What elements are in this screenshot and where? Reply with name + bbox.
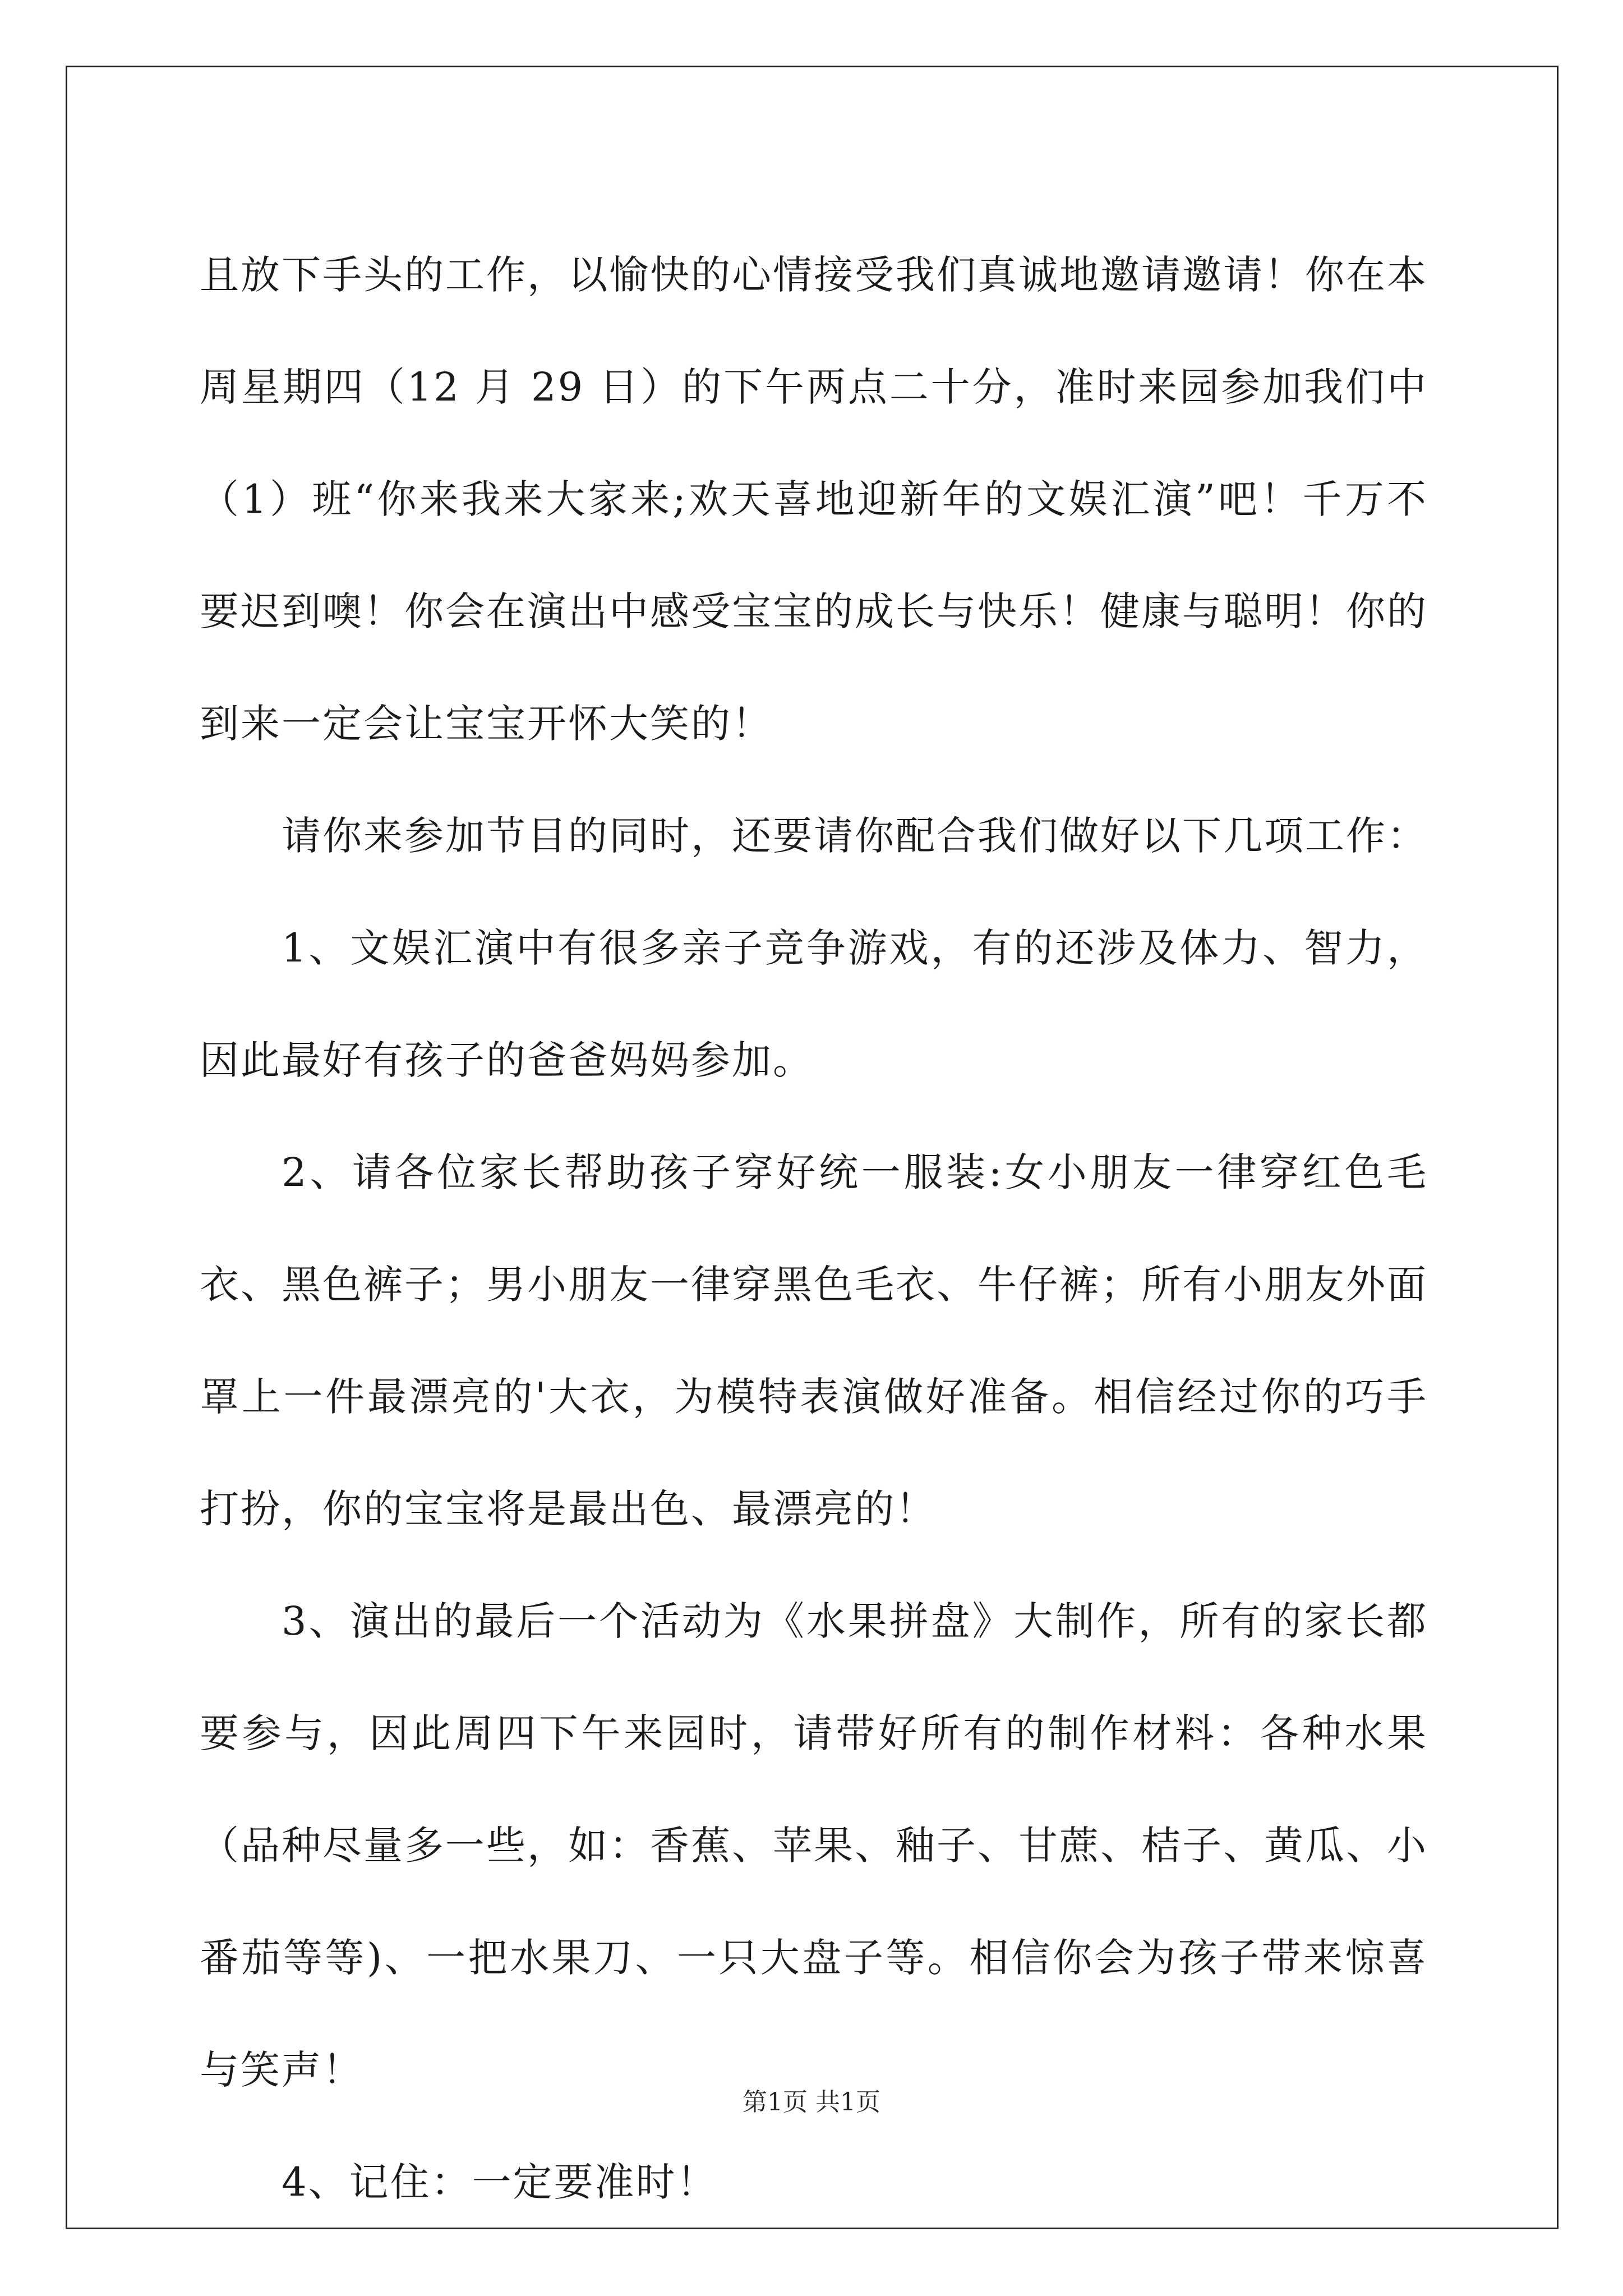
paragraph-invitation: 且放下手头的工作，以愉快的心情接受我们真诚地邀请邀请！你在本周星期四（12 月 29 日）的下午两点二十分，准时来园参加我们中（1）班“你来我来大家来;欢天喜地迎新年的文娱汇演”吧！千万不要迟到噢！你会在演出中感受宝宝的成长与快乐！健康与聪明！你的到来一定会让宝宝开怀大笑的！ [200,252,1428,747]
paragraph-item-4: 4、记住：一定要准时！ [282,2159,718,2205]
paragraph-item-1: 1、文娱汇演中有很多亲子竞争游戏，有的还涉及体力、智力，因此最好有孩子的爸爸妈妈参加。 [200,925,1428,1083]
paragraph-item-3: 3、演出的最后一个活动为《水果拼盘》大制作，所有的家长都要参与，因此周四下午来园时，请带好所有的制作材料：各种水果（品种尽量多一些，如：香蕉、苹果、釉子、甘蔗、桔子、黄瓜、小番茄等等)、一把水果刀、一只大盘子等。相信你会为孩子带来惊喜与笑声！ [200,1598,1428,2093]
page-footer: 第1页 共1页 [743,2088,880,2116]
document-body [200,219,1428,2238]
paragraph-request-intro: 请你来参加节目的同时，还要请你配合我们做好以下几项工作： [282,813,1428,859]
paragraph-item-2: 2、请各位家长帮助孩子穿好统一服装:女小朋友一律穿红色毛衣、黑色裤子；男小朋友一律穿黑色毛衣、牛仔裤；所有小朋友外面罩上一件最漂亮的'大衣，为模特表演做好准备。相信经过你的巧手打扮，你的宝宝将是最出色、最漂亮的！ [200,1149,1428,1532]
